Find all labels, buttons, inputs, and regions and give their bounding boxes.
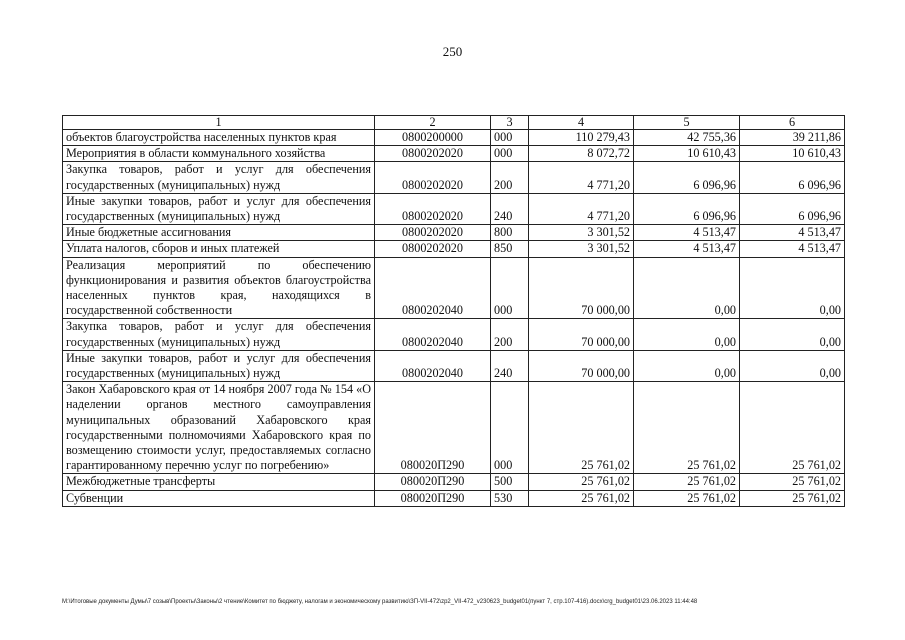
amount-col4-cell: 70 000,00 xyxy=(529,350,634,381)
target-code-cell: 0800202040 xyxy=(375,257,491,319)
column-header-6: 6 xyxy=(740,116,845,130)
target-code-cell: 0800200000 xyxy=(375,130,491,146)
row-name-cell: Межбюджетные трансферты xyxy=(63,474,375,490)
amount-col4-cell: 25 761,02 xyxy=(529,474,634,490)
row-name-cell: Иные бюджетные ассигнования xyxy=(63,225,375,241)
row-name-cell: Субвенции xyxy=(63,490,375,506)
target-code-cell: 080020П290 xyxy=(375,382,491,474)
column-header-5: 5 xyxy=(634,116,740,130)
page-number: 250 xyxy=(442,44,463,59)
amount-col6-cell: 4 513,47 xyxy=(740,225,845,241)
target-code-cell: 0800202040 xyxy=(375,319,491,350)
expense-type-cell: 000 xyxy=(491,146,529,162)
amount-col4-cell: 3 301,52 xyxy=(529,241,634,257)
row-name-cell: Уплата налогов, сборов и иных платежей xyxy=(63,241,375,257)
amount-col4-cell: 4 771,20 xyxy=(529,193,634,224)
table-row xyxy=(63,146,845,162)
table-row xyxy=(63,225,845,241)
row-name-cell: Иные закупки товаров, работ и услуг для обеспечения государственных (муниципальных) нужд xyxy=(63,193,375,224)
row-name-cell: Мероприятия в области коммунального хозяйства xyxy=(63,146,375,162)
amount-col5-cell: 0,00 xyxy=(634,350,740,381)
table-row xyxy=(63,241,845,257)
table-row xyxy=(63,257,845,319)
amount-col4-cell: 4 771,20 xyxy=(529,162,634,193)
table-row xyxy=(63,130,845,146)
expense-type-cell: 000 xyxy=(491,382,529,474)
amount-col6-cell: 0,00 xyxy=(740,319,845,350)
expense-type-cell: 200 xyxy=(491,319,529,350)
amount-col4-cell: 70 000,00 xyxy=(529,257,634,319)
amount-col6-cell: 0,00 xyxy=(740,350,845,381)
table-row xyxy=(63,350,845,381)
expense-type-cell: 530 xyxy=(491,490,529,506)
target-code-cell: 0800202040 xyxy=(375,350,491,381)
row-name-cell: Закупка товаров, работ и услуг для обеспечения государственных (муниципальных) нужд xyxy=(63,162,375,193)
amount-col6-cell: 39 211,86 xyxy=(740,130,845,146)
target-code-cell: 0800202020 xyxy=(375,193,491,224)
amount-col5-cell: 4 513,47 xyxy=(634,225,740,241)
table-header-row xyxy=(63,116,845,130)
amount-col5-cell: 10 610,43 xyxy=(634,146,740,162)
amount-col4-cell: 25 761,02 xyxy=(529,490,634,506)
amount-col6-cell: 10 610,43 xyxy=(740,146,845,162)
amount-col4-cell: 3 301,52 xyxy=(529,225,634,241)
row-name-cell: Закупка товаров, работ и услуг для обеспечения государственных (муниципальных) нужд xyxy=(63,319,375,350)
table-row xyxy=(63,319,845,350)
amount-col5-cell: 4 513,47 xyxy=(634,241,740,257)
row-name-cell: Иные закупки товаров, работ и услуг для обеспечения государственных (муниципальных) нужд xyxy=(63,350,375,381)
table-row xyxy=(63,474,845,490)
target-code-cell: 0800202020 xyxy=(375,162,491,193)
amount-col4-cell: 25 761,02 xyxy=(529,382,634,474)
target-code-cell: 0800202020 xyxy=(375,225,491,241)
target-code-cell: 0800202020 xyxy=(375,241,491,257)
table-row xyxy=(63,490,845,506)
amount-col5-cell: 25 761,02 xyxy=(634,490,740,506)
expense-type-cell: 500 xyxy=(491,474,529,490)
row-name-cell: объектов благоустройства населенных пунктов края xyxy=(63,130,375,146)
amount-col5-cell: 25 761,02 xyxy=(634,474,740,490)
document-path-footer: M:\Итоговые документы Думы\7 созыв\Проекты\Законы\2 чтение\Комитет по бюджету, налогам и экономическому развитию\ЗП-VII-472\zp2_VII-472_v230623_budget01(пункт 7, стр.107-416).docx\crg_budget01\23.06.2023 11:44:48 xyxy=(62,599,698,605)
row-name-cell: Реализация мероприятий по обеспечению функционирования и развития объектов благоустройства населенных пунктов края, находящихся в государственной собственности xyxy=(63,257,375,319)
amount-col6-cell: 6 096,96 xyxy=(740,193,845,224)
table-row xyxy=(63,193,845,224)
amount-col6-cell: 25 761,02 xyxy=(740,474,845,490)
target-code-cell: 080020П290 xyxy=(375,490,491,506)
amount-col4-cell: 8 072,72 xyxy=(529,146,634,162)
expense-type-cell: 000 xyxy=(491,130,529,146)
expense-type-cell: 850 xyxy=(491,241,529,257)
amount-col5-cell: 25 761,02 xyxy=(634,382,740,474)
table-row xyxy=(63,382,845,474)
expense-type-cell: 200 xyxy=(491,162,529,193)
amount-col6-cell: 25 761,02 xyxy=(740,382,845,474)
amount-col4-cell: 70 000,00 xyxy=(529,319,634,350)
budget-table xyxy=(62,115,845,507)
amount-col4-cell: 110 279,43 xyxy=(529,130,634,146)
column-header-2: 2 xyxy=(375,116,491,130)
table-row xyxy=(63,162,845,193)
column-header-3: 3 xyxy=(491,116,529,130)
amount-col5-cell: 0,00 xyxy=(634,319,740,350)
expense-type-cell: 240 xyxy=(491,193,529,224)
column-header-1: 1 xyxy=(63,116,375,130)
amount-col6-cell: 0,00 xyxy=(740,257,845,319)
amount-col6-cell: 6 096,96 xyxy=(740,162,845,193)
amount-col5-cell: 6 096,96 xyxy=(634,162,740,193)
amount-col5-cell: 42 755,36 xyxy=(634,130,740,146)
amount-col6-cell: 4 513,47 xyxy=(740,241,845,257)
row-name-cell: Закон Хабаровского края от 14 ноября 2007 года № 154 «О наделении органов местного самоуправления муниципальных образований Хабаровского края государственными полномочиями Хабаровского края по возмещению стоимости услуг, предоставляемых согласно гарантированному перечню услуг по погребению» xyxy=(63,382,375,474)
amount-col5-cell: 6 096,96 xyxy=(634,193,740,224)
amount-col5-cell: 0,00 xyxy=(634,257,740,319)
expense-type-cell: 000 xyxy=(491,257,529,319)
target-code-cell: 080020П290 xyxy=(375,474,491,490)
expense-type-cell: 240 xyxy=(491,350,529,381)
column-header-4: 4 xyxy=(529,116,634,130)
target-code-cell: 0800202020 xyxy=(375,146,491,162)
amount-col6-cell: 25 761,02 xyxy=(740,490,845,506)
expense-type-cell: 800 xyxy=(491,225,529,241)
